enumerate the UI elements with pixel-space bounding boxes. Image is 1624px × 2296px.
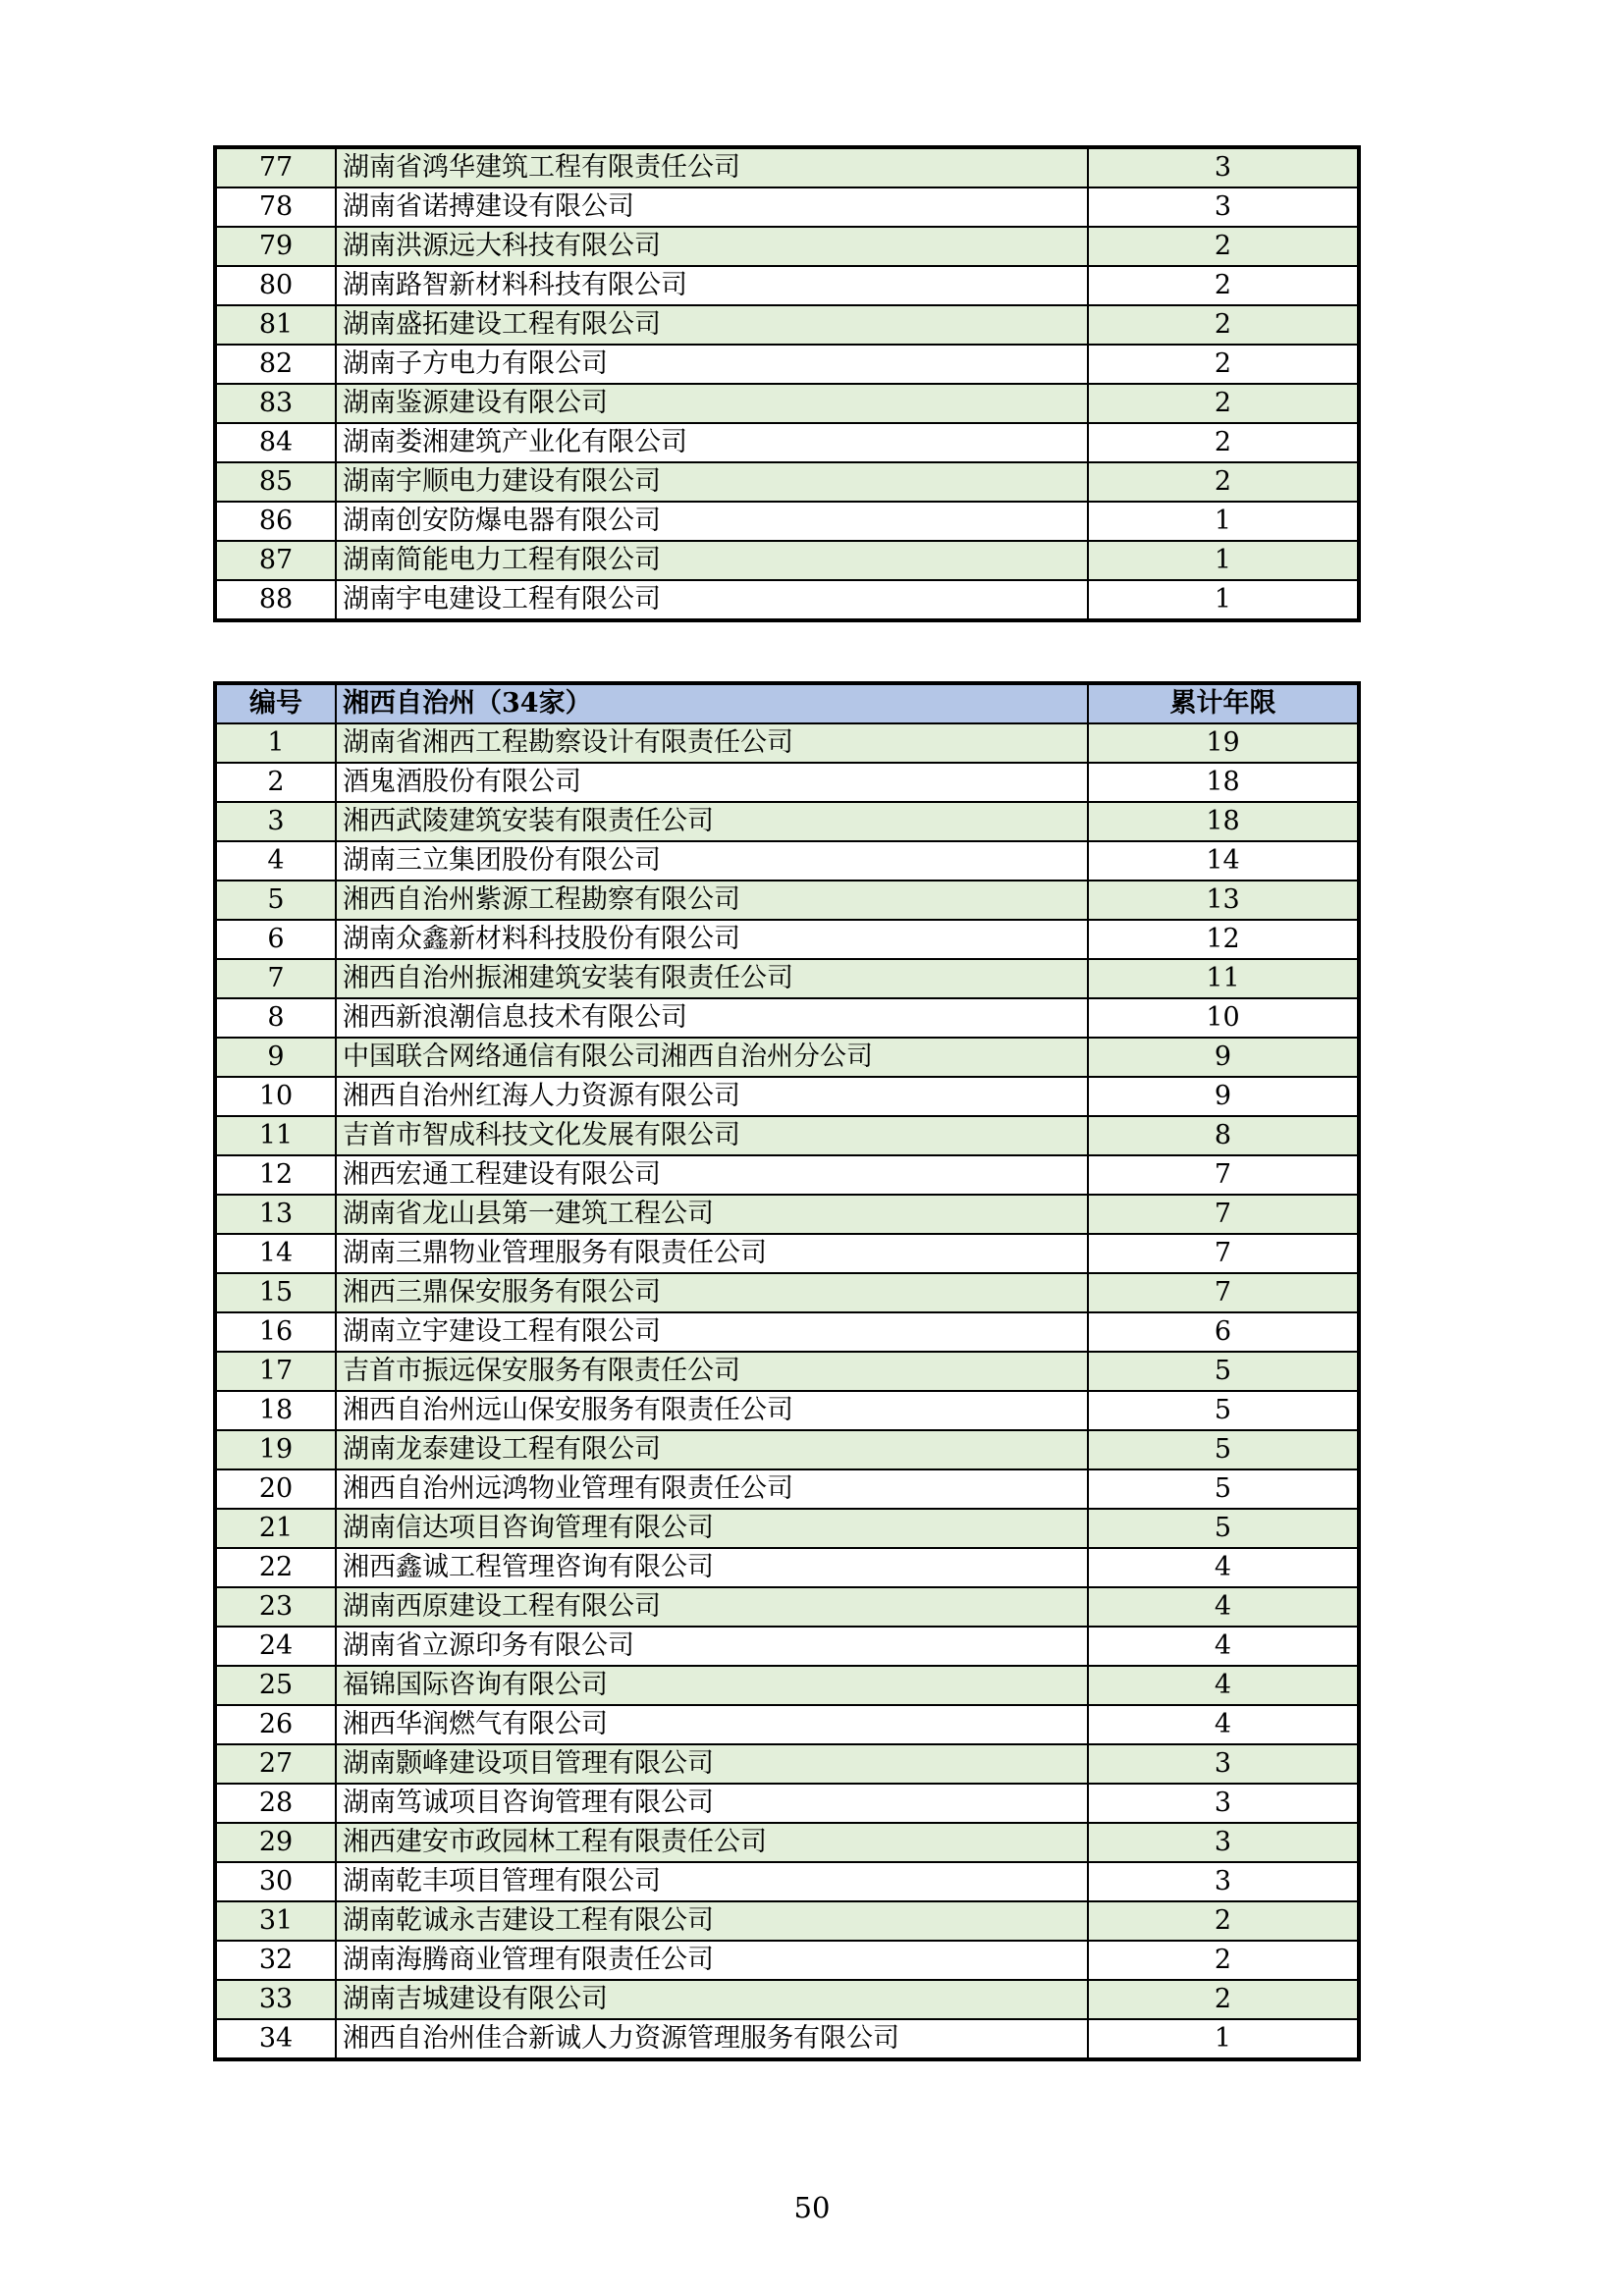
table-row bbox=[216, 1705, 1358, 1744]
company-name: 湖南乾诚永吉建设工程有限公司 bbox=[336, 1901, 1088, 1941]
header-number: 编号 bbox=[216, 684, 336, 723]
row-number: 24 bbox=[216, 1627, 336, 1666]
company-name: 湖南三鼎物业管理服务有限责任公司 bbox=[336, 1234, 1088, 1273]
table-row bbox=[216, 462, 1358, 502]
row-number: 23 bbox=[216, 1587, 336, 1627]
cumulative-years: 5 bbox=[1088, 1469, 1358, 1509]
company-name: 湖南省龙山县第一建筑工程公司 bbox=[336, 1195, 1088, 1234]
company-name: 湖南省立源印务有限公司 bbox=[336, 1627, 1088, 1666]
row-number: 21 bbox=[216, 1509, 336, 1548]
row-number: 81 bbox=[216, 305, 336, 345]
row-number: 87 bbox=[216, 541, 336, 580]
company-name: 湖南信达项目咨询管理有限公司 bbox=[336, 1509, 1088, 1548]
company-name: 湘西自治州佳合新诚人力资源管理服务有限公司 bbox=[336, 2019, 1088, 2058]
table-row bbox=[216, 502, 1358, 541]
table-row bbox=[216, 1352, 1358, 1391]
table-row bbox=[216, 1941, 1358, 1980]
cumulative-years: 3 bbox=[1088, 187, 1358, 227]
table-row bbox=[216, 148, 1358, 187]
company-name: 福锦国际咨询有限公司 bbox=[336, 1666, 1088, 1705]
row-number: 88 bbox=[216, 580, 336, 619]
cumulative-years: 5 bbox=[1088, 1509, 1358, 1548]
table-row bbox=[216, 187, 1358, 227]
cumulative-years: 18 bbox=[1088, 802, 1358, 841]
company-name: 湖南海腾商业管理有限责任公司 bbox=[336, 1941, 1088, 1980]
cumulative-years: 7 bbox=[1088, 1155, 1358, 1195]
header-cumulative-years: 累计年限 bbox=[1088, 684, 1358, 723]
company-name: 湖南路智新材料科技有限公司 bbox=[336, 266, 1088, 305]
table-row bbox=[216, 920, 1358, 959]
table-row bbox=[216, 1469, 1358, 1509]
table-body bbox=[216, 723, 1358, 2058]
company-table-continued bbox=[215, 147, 1359, 620]
company-name: 湘西自治州远山保安服务有限责任公司 bbox=[336, 1391, 1088, 1430]
cumulative-years: 3 bbox=[1088, 148, 1358, 187]
row-number: 6 bbox=[216, 920, 336, 959]
company-name: 湖南子方电力有限公司 bbox=[336, 345, 1088, 384]
table-row bbox=[216, 1587, 1358, 1627]
table-row bbox=[216, 1195, 1358, 1234]
table-row bbox=[216, 1273, 1358, 1312]
cumulative-years: 18 bbox=[1088, 763, 1358, 802]
table-row bbox=[216, 227, 1358, 266]
company-name: 中国联合网络通信有限公司湘西自治州分公司 bbox=[336, 1038, 1088, 1077]
cumulative-years: 5 bbox=[1088, 1391, 1358, 1430]
cumulative-years: 5 bbox=[1088, 1430, 1358, 1469]
company-name: 湖南鉴源建设有限公司 bbox=[336, 384, 1088, 423]
cumulative-years: 11 bbox=[1088, 959, 1358, 998]
company-name: 湖南洪源远大科技有限公司 bbox=[336, 227, 1088, 266]
cumulative-years: 4 bbox=[1088, 1627, 1358, 1666]
table-row bbox=[216, 1862, 1358, 1901]
row-number: 32 bbox=[216, 1941, 336, 1980]
cumulative-years: 2 bbox=[1088, 345, 1358, 384]
cumulative-years: 4 bbox=[1088, 1548, 1358, 1587]
row-number: 17 bbox=[216, 1352, 336, 1391]
row-number: 11 bbox=[216, 1116, 336, 1155]
company-name: 湘西宏通工程建设有限公司 bbox=[336, 1155, 1088, 1195]
table-row bbox=[216, 1391, 1358, 1430]
row-number: 28 bbox=[216, 1784, 336, 1823]
company-name: 湘西自治州振湘建筑安装有限责任公司 bbox=[336, 959, 1088, 998]
company-name: 湘西新浪潮信息技术有限公司 bbox=[336, 998, 1088, 1038]
company-name: 湘西自治州远鸿物业管理有限责任公司 bbox=[336, 1469, 1088, 1509]
company-name: 湖南吉城建设有限公司 bbox=[336, 1980, 1088, 2019]
cumulative-years: 2 bbox=[1088, 305, 1358, 345]
cumulative-years: 2 bbox=[1088, 384, 1358, 423]
row-number: 79 bbox=[216, 227, 336, 266]
table-row bbox=[216, 1627, 1358, 1666]
company-name: 湖南颢峰建设项目管理有限公司 bbox=[336, 1744, 1088, 1784]
table-row bbox=[216, 1823, 1358, 1862]
company-name: 湖南省鸿华建筑工程有限责任公司 bbox=[336, 148, 1088, 187]
row-number: 84 bbox=[216, 423, 336, 462]
row-number: 86 bbox=[216, 502, 336, 541]
table-row bbox=[216, 1077, 1358, 1116]
cumulative-years: 4 bbox=[1088, 1587, 1358, 1627]
table-body bbox=[216, 148, 1358, 619]
company-name: 湖南娄湘建筑产业化有限公司 bbox=[336, 423, 1088, 462]
company-name: 湖南创安防爆电器有限公司 bbox=[336, 502, 1088, 541]
table-row bbox=[216, 1116, 1358, 1155]
row-number: 85 bbox=[216, 462, 336, 502]
row-number: 4 bbox=[216, 841, 336, 881]
company-name: 湖南盛拓建设工程有限公司 bbox=[336, 305, 1088, 345]
row-number: 18 bbox=[216, 1391, 336, 1430]
table-row bbox=[216, 881, 1358, 920]
cumulative-years: 1 bbox=[1088, 580, 1358, 619]
table-row bbox=[216, 841, 1358, 881]
cumulative-years: 10 bbox=[1088, 998, 1358, 1038]
company-name: 湘西武陵建筑安装有限责任公司 bbox=[336, 802, 1088, 841]
cumulative-years: 9 bbox=[1088, 1077, 1358, 1116]
cumulative-years: 5 bbox=[1088, 1352, 1358, 1391]
company-name: 湖南西原建设工程有限公司 bbox=[336, 1587, 1088, 1627]
company-name: 湖南立宇建设工程有限公司 bbox=[336, 1312, 1088, 1352]
table-row bbox=[216, 1038, 1358, 1077]
company-name: 湖南众鑫新材料科技股份有限公司 bbox=[336, 920, 1088, 959]
table-row bbox=[216, 580, 1358, 619]
cumulative-years: 3 bbox=[1088, 1823, 1358, 1862]
cumulative-years: 2 bbox=[1088, 1980, 1358, 2019]
cumulative-years: 14 bbox=[1088, 841, 1358, 881]
table-row bbox=[216, 423, 1358, 462]
company-name: 吉首市智成科技文化发展有限公司 bbox=[336, 1116, 1088, 1155]
row-number: 82 bbox=[216, 345, 336, 384]
cumulative-years: 13 bbox=[1088, 881, 1358, 920]
company-name: 湖南三立集团股份有限公司 bbox=[336, 841, 1088, 881]
row-number: 15 bbox=[216, 1273, 336, 1312]
table-row bbox=[216, 1980, 1358, 2019]
table-row bbox=[216, 959, 1358, 998]
table-row bbox=[216, 1666, 1358, 1705]
row-number: 14 bbox=[216, 1234, 336, 1273]
row-number: 3 bbox=[216, 802, 336, 841]
table-row bbox=[216, 1155, 1358, 1195]
row-number: 78 bbox=[216, 187, 336, 227]
cumulative-years: 1 bbox=[1088, 541, 1358, 580]
row-number: 7 bbox=[216, 959, 336, 998]
cumulative-years: 2 bbox=[1088, 266, 1358, 305]
table-row bbox=[216, 266, 1358, 305]
table-row bbox=[216, 1234, 1358, 1273]
row-number: 1 bbox=[216, 723, 336, 763]
row-number: 19 bbox=[216, 1430, 336, 1469]
row-number: 77 bbox=[216, 148, 336, 187]
table-row bbox=[216, 541, 1358, 580]
company-name: 湘西三鼎保安服务有限公司 bbox=[336, 1273, 1088, 1312]
row-number: 29 bbox=[216, 1823, 336, 1862]
company-name: 湖南简能电力工程有限公司 bbox=[336, 541, 1088, 580]
cumulative-years: 2 bbox=[1088, 462, 1358, 502]
table-row bbox=[216, 384, 1358, 423]
cumulative-years: 19 bbox=[1088, 723, 1358, 763]
row-number: 27 bbox=[216, 1744, 336, 1784]
table-row bbox=[216, 1548, 1358, 1587]
company-name: 吉首市振远保安服务有限责任公司 bbox=[336, 1352, 1088, 1391]
cumulative-years: 2 bbox=[1088, 227, 1358, 266]
row-number: 8 bbox=[216, 998, 336, 1038]
company-name: 湖南省诺搏建设有限公司 bbox=[336, 187, 1088, 227]
company-name: 湘西自治州红海人力资源有限公司 bbox=[336, 1077, 1088, 1116]
row-number: 22 bbox=[216, 1548, 336, 1587]
row-number: 10 bbox=[216, 1077, 336, 1116]
cumulative-years: 7 bbox=[1088, 1273, 1358, 1312]
cumulative-years: 3 bbox=[1088, 1862, 1358, 1901]
row-number: 16 bbox=[216, 1312, 336, 1352]
table-row bbox=[216, 998, 1358, 1038]
company-name: 湘西建安市政园林工程有限责任公司 bbox=[336, 1823, 1088, 1862]
xiangxi-company-table bbox=[215, 683, 1359, 2059]
company-name: 湘西华润燃气有限公司 bbox=[336, 1705, 1088, 1744]
row-number: 34 bbox=[216, 2019, 336, 2058]
company-name: 湖南笃诚项目咨询管理有限公司 bbox=[336, 1784, 1088, 1823]
company-name: 湘西鑫诚工程管理咨询有限公司 bbox=[336, 1548, 1088, 1587]
cumulative-years: 7 bbox=[1088, 1234, 1358, 1273]
row-number: 20 bbox=[216, 1469, 336, 1509]
company-name: 湖南宇电建设工程有限公司 bbox=[336, 580, 1088, 619]
header-region: 湘西自治州（34家） bbox=[336, 684, 1088, 723]
cumulative-years: 3 bbox=[1088, 1784, 1358, 1823]
cumulative-years: 2 bbox=[1088, 1941, 1358, 1980]
company-name: 湖南宇顺电力建设有限公司 bbox=[336, 462, 1088, 502]
cumulative-years: 4 bbox=[1088, 1666, 1358, 1705]
cumulative-years: 4 bbox=[1088, 1705, 1358, 1744]
table-row bbox=[216, 1430, 1358, 1469]
row-number: 31 bbox=[216, 1901, 336, 1941]
cumulative-years: 7 bbox=[1088, 1195, 1358, 1234]
row-number: 83 bbox=[216, 384, 336, 423]
cumulative-years: 1 bbox=[1088, 2019, 1358, 2058]
row-number: 2 bbox=[216, 763, 336, 802]
cumulative-years: 1 bbox=[1088, 502, 1358, 541]
row-number: 12 bbox=[216, 1155, 336, 1195]
cumulative-years: 9 bbox=[1088, 1038, 1358, 1077]
cumulative-years: 12 bbox=[1088, 920, 1358, 959]
row-number: 33 bbox=[216, 1980, 336, 2019]
table-row bbox=[216, 1901, 1358, 1941]
cumulative-years: 8 bbox=[1088, 1116, 1358, 1155]
table-row bbox=[216, 763, 1358, 802]
row-number: 5 bbox=[216, 881, 336, 920]
table-row bbox=[216, 2019, 1358, 2058]
company-name: 酒鬼酒股份有限公司 bbox=[336, 763, 1088, 802]
company-name: 湖南省湘西工程勘察设计有限责任公司 bbox=[336, 723, 1088, 763]
table-row bbox=[216, 345, 1358, 384]
table-row bbox=[216, 1784, 1358, 1823]
table-row bbox=[216, 1509, 1358, 1548]
table-row bbox=[216, 723, 1358, 763]
table-row bbox=[216, 305, 1358, 345]
company-name: 湖南龙泰建设工程有限公司 bbox=[336, 1430, 1088, 1469]
row-number: 9 bbox=[216, 1038, 336, 1077]
table-header-row bbox=[216, 684, 1358, 723]
company-name: 湘西自治州紫源工程勘察有限公司 bbox=[336, 881, 1088, 920]
company-name: 湖南乾丰项目管理有限公司 bbox=[336, 1862, 1088, 1901]
row-number: 26 bbox=[216, 1705, 336, 1744]
cumulative-years: 2 bbox=[1088, 1901, 1358, 1941]
row-number: 80 bbox=[216, 266, 336, 305]
table-row bbox=[216, 1744, 1358, 1784]
row-number: 13 bbox=[216, 1195, 336, 1234]
cumulative-years: 6 bbox=[1088, 1312, 1358, 1352]
cumulative-years: 2 bbox=[1088, 423, 1358, 462]
row-number: 30 bbox=[216, 1862, 336, 1901]
table-row bbox=[216, 1312, 1358, 1352]
page-number: 50 bbox=[793, 2191, 831, 2224]
row-number: 25 bbox=[216, 1666, 336, 1705]
table-row bbox=[216, 802, 1358, 841]
cumulative-years: 3 bbox=[1088, 1744, 1358, 1784]
